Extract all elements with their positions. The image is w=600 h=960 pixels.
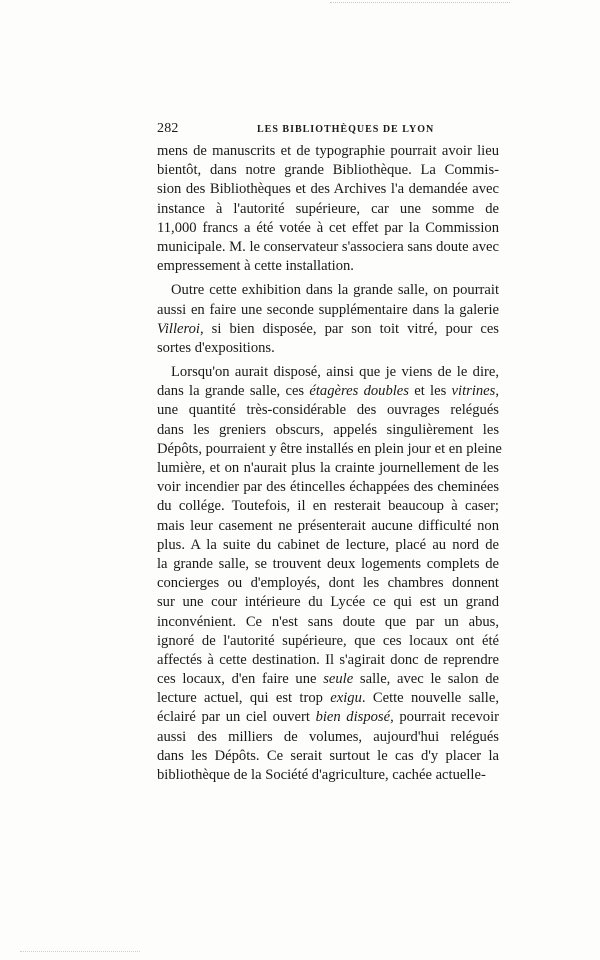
text-line [157,339,499,358]
text-run: mens de manuscrits et de typographie pourrait avoir lieu [157,143,499,159]
running-title: LES BIBLIOTHÈQUES DE LYON [257,124,435,135]
text-run: plus. A la suite du cabinet de lecture, placé au nord de [157,536,499,553]
italic-text: vitrines [451,383,496,400]
text-run: lumière, et on n'aurait plus la crainte journellement de les [157,460,499,476]
text-line [157,670,499,689]
text-run: éclairé par un ciel ouvert [157,709,316,726]
text-run: municipale. M. le conservateur s'associera sans doute avec [157,238,499,255]
text-line [157,219,499,238]
page-number: 282 [157,121,179,136]
italic-text: étagères doubles [309,383,409,400]
body-text [157,142,502,785]
text-run: empressement à cette installation. [157,258,354,275]
paragraph [157,142,499,276]
text-line [157,689,499,708]
text-run: concierges ou d'employés, dont les chambres donnent [157,575,499,592]
text-run: dans la grande salle, ces [157,383,310,400]
text-run: lecture actuel, qui est trop [157,690,331,707]
text-run: Outre cette exhibition dans la grande salle, on pourrait [171,282,499,299]
text-run: ces locaux, d'en faire une [157,671,324,688]
text-line [157,363,499,382]
text-line [157,613,499,632]
text-line [157,728,499,747]
text-line [157,180,499,199]
text-run: une quantité très-considérable des ouvrages relégués [157,402,499,419]
text-line [157,517,499,536]
italic-text: seule [323,671,354,688]
text-run: inconvénient. Ce n'est sans doute que par un abus, [157,613,499,630]
text-line [157,651,499,670]
text-run: . Cette nouvelle salle, [361,690,499,707]
scan-artifact-bottom [20,951,140,954]
text-line [157,161,499,180]
text-line [157,320,499,339]
text-run: 11,000 francs a été votée à cet effet par la Commission [157,219,499,236]
text-run: aussi des milliers de volumes, aujourd'hui relégués [157,728,499,745]
text-line [157,478,499,497]
text-run: dans les Dépôts. Ce serait surtout le cas d'y placer la [157,747,499,764]
text-line [157,459,499,478]
text-line [157,142,499,161]
italic-text: exigu [330,690,362,707]
text-line [157,200,499,219]
text-line [157,497,499,516]
text-line [157,421,499,440]
text-run: sion des Bibliothèques et des Archives l'a demandée avec [157,181,499,198]
text-run: la grande salle, se trouvent deux logements complets de [157,555,499,572]
text-run: Lorsqu'on aurait disposé, ainsi que je viens de le dire, [171,364,499,381]
text-run: , pourrait recevoir [390,709,499,726]
scan-artifact-top [330,2,510,6]
paragraph [157,281,499,358]
text-run: mais leur casement ne présenterait aucune difficulté non [157,517,499,534]
text-line [157,632,499,651]
page-header [157,121,499,141]
text-line [157,301,499,320]
text-line [157,766,499,785]
text-line [157,747,499,766]
text-run: sur une cour intérieure du Lycée ce qui est un grand [157,594,499,611]
text-line [157,238,499,257]
text-line [157,536,499,555]
text-run: ignoré de l'autorité supérieure, que ces locaux ont été [157,632,499,649]
text-run: voir incendier par des étincelles échappées des cheminées [157,479,499,496]
text-run: bientôt, dans notre grande Bibliothèque. La Commis- [157,162,499,179]
text-line [157,440,502,459]
paragraph [157,363,502,785]
italic-text: bien disposé [315,709,391,726]
text-run: dans les greniers obscurs, appelés singulièrement les [157,421,499,438]
text-run: sortes d'expositions. [157,339,275,356]
text-run: , [495,383,499,400]
text-line [157,555,499,574]
text-line [157,593,499,612]
text-run: Dépôts, pourraient y être installés en plein jour et en pleine [157,440,502,457]
text-run: salle, avec le salon de [353,671,499,688]
text-line [157,574,499,593]
italic-text: Villeroi [157,320,200,337]
text-line [157,382,499,401]
text-run: bibliothèque de la Société d'agriculture, cachée actuelle- [157,767,486,783]
text-run: du collége. Toutefois, il en resterait beaucoup à caser; [157,498,499,515]
text-line [157,708,499,727]
text-line [157,257,499,276]
text-run: instance à l'autorité supérieure, car une somme de [157,200,499,217]
text-line [157,401,499,420]
text-run: , si bien disposée, par son toit vitré, pour ces [199,320,499,337]
text-run: affectés à cette destination. Il s'agirait donc de reprendre [157,651,499,668]
text-run: aussi en faire une seconde supplémentaire dans la galerie [157,301,499,318]
text-run: et les [408,383,452,400]
text-line [157,281,499,300]
